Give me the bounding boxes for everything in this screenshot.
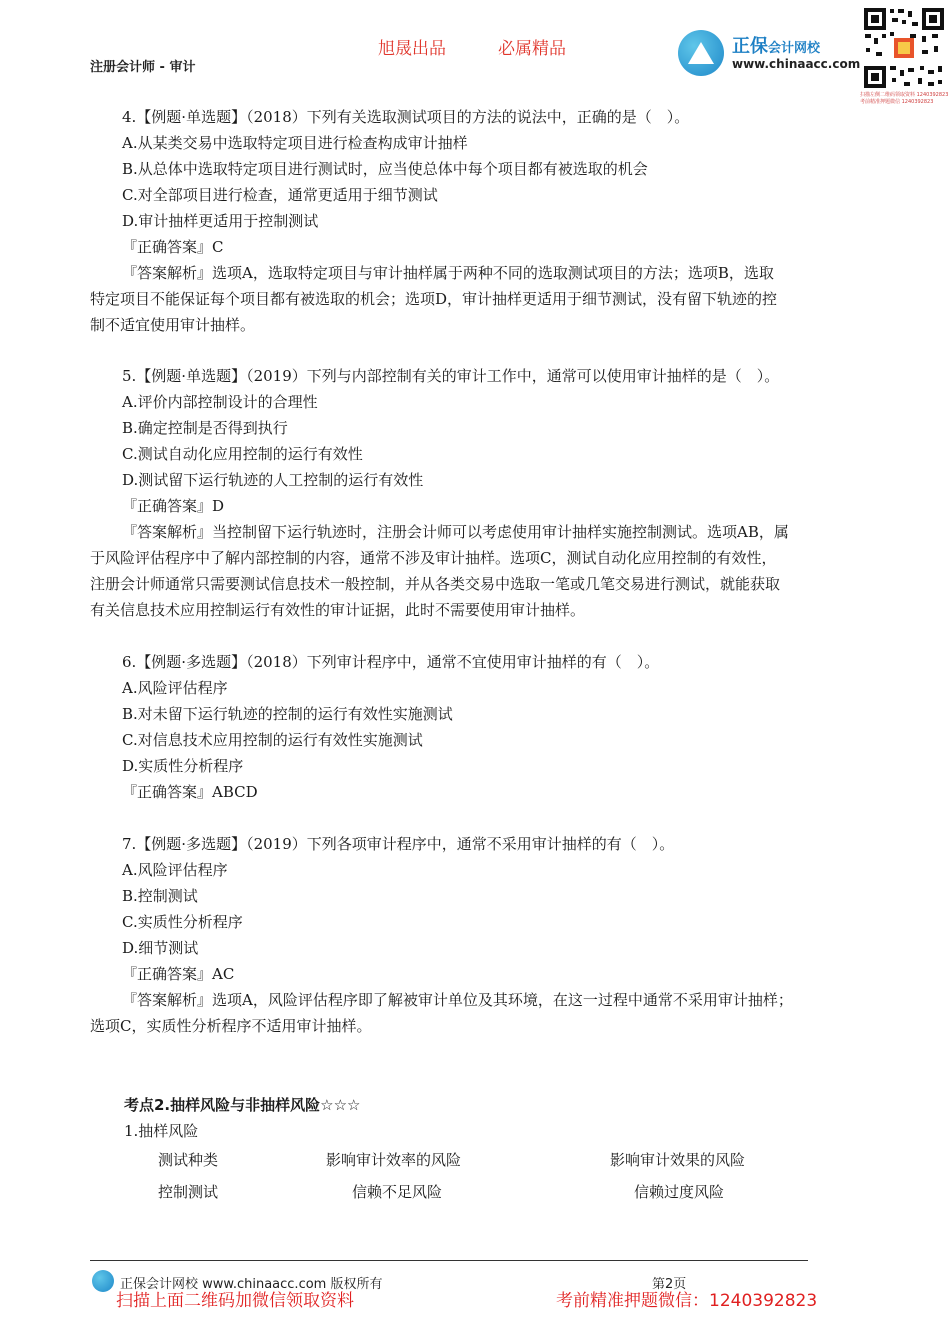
text-line: A.评价内部控制设计的合理性	[122, 393, 318, 411]
text-line: B.控制测试	[122, 887, 198, 905]
text-line: 制不适宜使用审计抽样。	[90, 316, 256, 334]
section-heading: 考点2.抽样风险与非抽样风险☆☆☆	[124, 1096, 361, 1114]
text-line: 有关信息技术应用控制运行有效性的审计证据，此时不需要使用审计抽样。	[90, 601, 586, 619]
table-cell: 信赖不足风险	[352, 1183, 443, 1201]
text-line: D.细节测试	[122, 939, 199, 957]
table-header-effectiveness-risk: 影响审计效果的风险	[610, 1151, 746, 1169]
qr-note: 扫描左侧二维码领取资料 1240392823 考前精准押题微信 1240392823	[860, 92, 949, 105]
text-line: B.从总体中选取特定项目进行测试时，应当使总体中每个项目都有被选取的机会	[122, 160, 648, 178]
text-line: D.实质性分析程序	[122, 757, 244, 775]
text-line: A.风险评估程序	[122, 679, 228, 697]
footer-logo-icon	[92, 1270, 114, 1292]
qr-code-icon	[862, 6, 946, 90]
document-subject: 注册会计师 - 审计	[90, 60, 196, 75]
text-line: C.测试自动化应用控制的运行有效性	[122, 445, 363, 463]
text-line: 4.【例题·单选题】（2018）下列有关选取测试项目的方法的说法中，正确的是（ ）。	[122, 108, 690, 126]
footer-divider	[90, 1260, 808, 1261]
text-line: D.测试留下运行轨迹的人工控制的运行有效性	[122, 471, 424, 489]
text-line: 『正确答案』C	[122, 238, 224, 256]
logo-url: www.chinaacc.com	[732, 57, 861, 71]
text-line: 6.【例题·多选题】（2018）下列审计程序中，通常不宜使用审计抽样的有（ ）。	[122, 653, 660, 671]
text-line: 7.【例题·多选题】（2019）下列各项审计程序中，通常不采用审计抽样的有（ ）。	[122, 835, 675, 853]
text-line: 于风险评估程序中了解内部控制的内容，通常不涉及审计抽样。选项C，测试自动化应用控制的有效性，	[90, 549, 777, 567]
table-cell: 信赖过度风险	[634, 1183, 725, 1201]
text-line: 『答案解析』选项A，选取特定项目与审计抽样属于两种不同的选取测试项目的方法；选项B，选取	[122, 264, 774, 282]
text-line: C.对信息技术应用控制的运行有效性实施测试	[122, 731, 423, 749]
text-line: 注册会计师通常只需要测试信息技术一般控制，并从各类交易中选取一笔或几笔交易进行测试，就能获取	[90, 575, 781, 593]
text-line: B.对未留下运行轨迹的控制的运行有效性实施测试	[122, 705, 453, 723]
text-line: D.审计抽样更适用于控制测试	[122, 212, 319, 230]
text-line: B.确定控制是否得到执行	[122, 419, 288, 437]
text-line: 5.【例题·单选题】（2019）下列与内部控制有关的审计工作中，通常可以使用审计抽样的是（ ）。	[122, 367, 780, 385]
text-line: 『答案解析』选项A，风险评估程序即了解被审计单位及其环境，在这一过程中通常不采用审计抽样；	[122, 991, 793, 1009]
text-line: 『正确答案』ABCD	[122, 783, 258, 801]
slogan-1: 旭晟出品	[378, 39, 446, 59]
text-line: C.对全部项目进行检查，通常更适用于细节测试	[122, 186, 438, 204]
section-subheading: 1.抽样风险	[124, 1122, 199, 1140]
table-header-efficiency-risk: 影响审计效率的风险	[326, 1151, 462, 1169]
promo-left: 扫描上面二维码加微信领取资料	[116, 1291, 354, 1311]
table-cell: 控制测试	[158, 1183, 219, 1201]
text-line: 『正确答案』D	[122, 497, 225, 515]
text-line: A.风险评估程序	[122, 861, 228, 879]
logo-name: 正保会计网校	[732, 36, 821, 57]
promo-right: 考前精准押题微信：1240392823	[556, 1291, 818, 1311]
text-line: 选项C，实质性分析程序不适用审计抽样。	[90, 1017, 372, 1035]
page-number: 第2页	[652, 1277, 687, 1292]
text-line: C.实质性分析程序	[122, 913, 243, 931]
text-line: A.从某类交易中选取特定项目进行检查构成审计抽样	[122, 134, 468, 152]
text-line: 特定项目不能保证每个项目都有被选取的机会；选项D，审计抽样更适用于细节测试，没有留下轨迹的控	[90, 290, 778, 308]
slogan-2: 必属精品	[498, 39, 566, 59]
text-line: 『正确答案』AC	[122, 965, 235, 983]
footer-copyright: 正保会计网校 www.chinaacc.com 版权所有	[120, 1277, 383, 1292]
table-header-test-type: 测试种类	[158, 1151, 219, 1169]
text-line: 『答案解析』当控制留下运行轨迹时，注册会计师可以考虑使用审计抽样实施控制测试。选项AB，属	[122, 523, 789, 541]
chinaacc-logo-icon	[678, 30, 724, 76]
